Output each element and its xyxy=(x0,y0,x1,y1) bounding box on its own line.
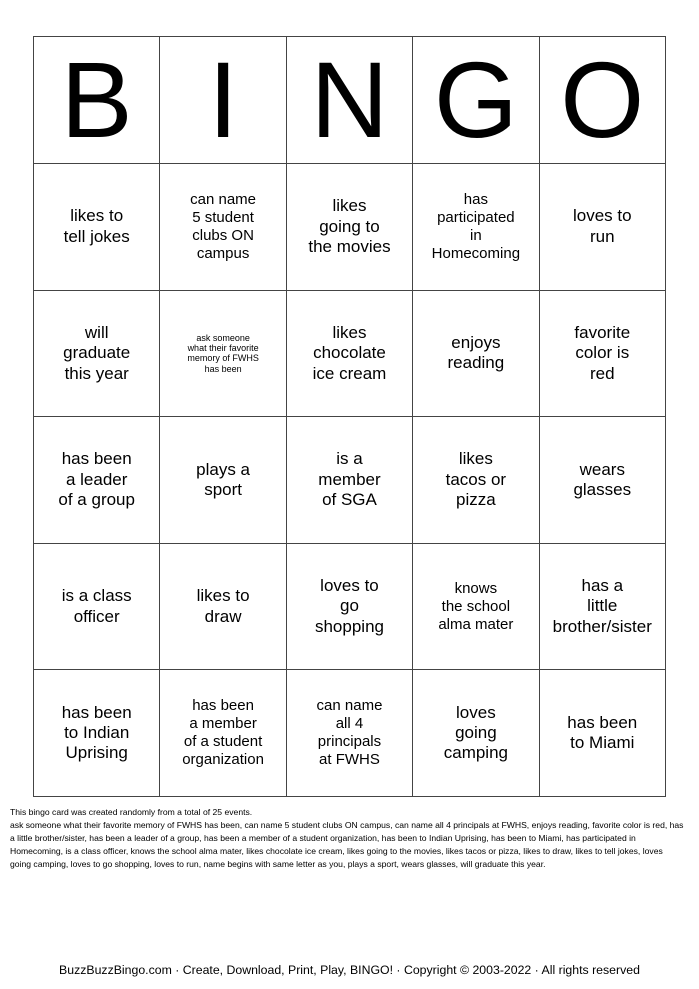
footer-copyright: BuzzBuzzBingo.com · Create, Download, Print, Play, BINGO! · Copyright © 2003-2022 · All rights reserved xyxy=(59,963,640,977)
square-text-line: wears xyxy=(579,459,625,479)
square-text-line: is a class xyxy=(61,586,132,606)
square-text-line: will xyxy=(84,322,109,342)
square-text-line: has been xyxy=(61,702,132,722)
square-text-line: red xyxy=(589,363,615,383)
square-text-line: run xyxy=(589,226,615,246)
square-text-line: has been xyxy=(61,449,132,469)
square-text-line: all 4 xyxy=(335,715,364,733)
square-text-line: go xyxy=(340,596,359,616)
bingo-square[interactable] xyxy=(539,670,665,797)
square-text-line: graduate xyxy=(63,343,131,363)
card-info xyxy=(10,806,684,870)
square-text-line: can name xyxy=(316,697,383,715)
square-text-line: little xyxy=(587,596,618,616)
bingo-square[interactable] xyxy=(286,417,412,544)
bingo-square[interactable] xyxy=(160,543,286,670)
header-letter: O xyxy=(539,37,665,164)
square-text-line: chocolate xyxy=(313,343,386,363)
square-text-line: member xyxy=(318,469,381,489)
square-text-line: to Miami xyxy=(570,733,635,753)
square-text-line: has xyxy=(463,190,488,208)
square-text-line: reading xyxy=(447,353,505,373)
square-text-line: favorite xyxy=(574,322,631,342)
square-text-line: tacos or xyxy=(445,469,507,489)
bingo-square[interactable] xyxy=(413,290,539,417)
square-text-line: can name xyxy=(190,190,257,208)
bingo-square[interactable] xyxy=(539,290,665,417)
square-text-line: to Indian xyxy=(64,722,130,742)
square-text-line: 5 student xyxy=(192,208,254,226)
square-text-line: likes to xyxy=(70,206,124,226)
square-text-line: has a xyxy=(581,575,624,595)
square-text-line: glasses xyxy=(573,479,632,499)
bingo-square[interactable] xyxy=(413,417,539,544)
square-text-line: loves to xyxy=(320,575,379,595)
bingo-square[interactable] xyxy=(286,164,412,291)
square-text-line: going xyxy=(455,722,497,742)
square-text-line: principals xyxy=(317,733,382,751)
bingo-card xyxy=(33,36,666,797)
bingo-square[interactable] xyxy=(34,670,160,797)
bingo-square[interactable] xyxy=(34,417,160,544)
bingo-square[interactable] xyxy=(539,543,665,670)
square-text-line: is a xyxy=(336,449,363,469)
square-text-line: tell jokes xyxy=(63,226,130,246)
square-text-line: officer xyxy=(73,606,120,626)
bingo-square[interactable] xyxy=(413,164,539,291)
events-summary: This bingo card was created randomly from a total of 25 events. xyxy=(10,807,253,817)
square-text-line: draw xyxy=(204,606,242,626)
bingo-square[interactable] xyxy=(160,290,286,417)
square-text-line: campus xyxy=(196,244,250,262)
bingo-row xyxy=(34,164,666,291)
bingo-square[interactable] xyxy=(286,670,412,797)
square-text-line: a member xyxy=(189,715,257,733)
bingo-square[interactable] xyxy=(34,543,160,670)
square-text-line: pizza xyxy=(456,490,496,510)
bingo-square[interactable] xyxy=(286,290,412,417)
square-text-line: the movies xyxy=(308,236,391,256)
bingo-row xyxy=(34,670,666,797)
square-text-line: enjoys xyxy=(451,333,501,352)
square-text-line: in xyxy=(470,226,482,244)
header-letter: N xyxy=(286,37,412,164)
header-letter: B xyxy=(34,37,160,164)
bingo-square[interactable] xyxy=(160,670,286,797)
square-text-line: sport xyxy=(204,479,242,499)
square-text-line: the school xyxy=(441,597,511,615)
square-text-line: ice cream xyxy=(312,363,387,383)
square-text-line: camping xyxy=(443,743,508,763)
square-text-line: ask someone xyxy=(196,332,250,343)
square-text-line: going to xyxy=(319,216,380,236)
square-text-line: plays a xyxy=(196,459,251,479)
square-text-line: Homecoming xyxy=(431,244,521,262)
square-text-line: Uprising xyxy=(65,743,128,763)
square-text-line: loves to xyxy=(572,206,632,226)
square-text-line: knows xyxy=(454,579,498,597)
events-list: ask someone what their favorite memory of FWHS has been, can name 5 student clubs ON campus, can name all 4 principals at FWHS, enjoys reading, favorite color is red, has a little brother/sister, has been a leader of a group, has been a member of a student organization, has been to Indian Uprising, has been to Miami, has participated in Homecoming, is a class officer, knows the school alma mater, likes chocolate ice cream, likes going to the movies, likes tacos or pizza, likes to draw, likes to tell jokes, loves going camping, loves to go shopping, loves to run, name begins with same letter as you, plays a sport, wears glasses, will graduate this year. xyxy=(10,819,684,869)
square-text-line: likes xyxy=(458,449,493,469)
square-text-line: shopping xyxy=(314,616,384,636)
square-text-line: has been xyxy=(192,697,254,715)
bingo-row xyxy=(34,290,666,417)
square-text-line: has been xyxy=(567,712,638,732)
square-text-line: participated xyxy=(437,208,515,226)
bingo-square[interactable] xyxy=(34,164,160,291)
bingo-square[interactable] xyxy=(413,670,539,797)
bingo-square[interactable] xyxy=(160,417,286,544)
header-letter: I xyxy=(160,37,286,164)
square-text-line: color is xyxy=(575,343,630,363)
bingo-square[interactable] xyxy=(286,543,412,670)
square-text-line: of a student xyxy=(183,733,263,751)
square-text-line: memory of FWHS xyxy=(187,353,259,364)
square-text-line: likes to xyxy=(196,586,250,606)
bingo-row xyxy=(34,543,666,670)
bingo-square[interactable] xyxy=(413,543,539,670)
square-text-line: of SGA xyxy=(322,490,377,510)
square-text-line: organization xyxy=(182,751,264,769)
bingo-square[interactable] xyxy=(539,417,665,544)
square-text-line: loves xyxy=(456,702,496,722)
square-text-line: likes xyxy=(332,322,367,342)
header-letter: G xyxy=(413,37,539,164)
square-text-line: a leader xyxy=(65,469,128,489)
square-text-line: what their favorite xyxy=(187,343,259,354)
square-text-line: likes xyxy=(332,196,367,216)
bingo-header-row xyxy=(34,37,666,164)
square-text-line: clubs ON xyxy=(192,226,254,244)
square-text-line: alma mater xyxy=(438,615,514,633)
square-text-line: brother/sister xyxy=(552,616,652,636)
bingo-square[interactable] xyxy=(539,164,665,291)
bingo-square[interactable] xyxy=(160,164,286,291)
square-text-line: has been xyxy=(204,363,242,374)
square-text-line: of a group xyxy=(58,490,135,510)
square-text-line: this year xyxy=(64,363,129,383)
square-text-line: at FWHS xyxy=(319,751,380,769)
bingo-square[interactable] xyxy=(34,290,160,417)
bingo-row xyxy=(34,417,666,544)
